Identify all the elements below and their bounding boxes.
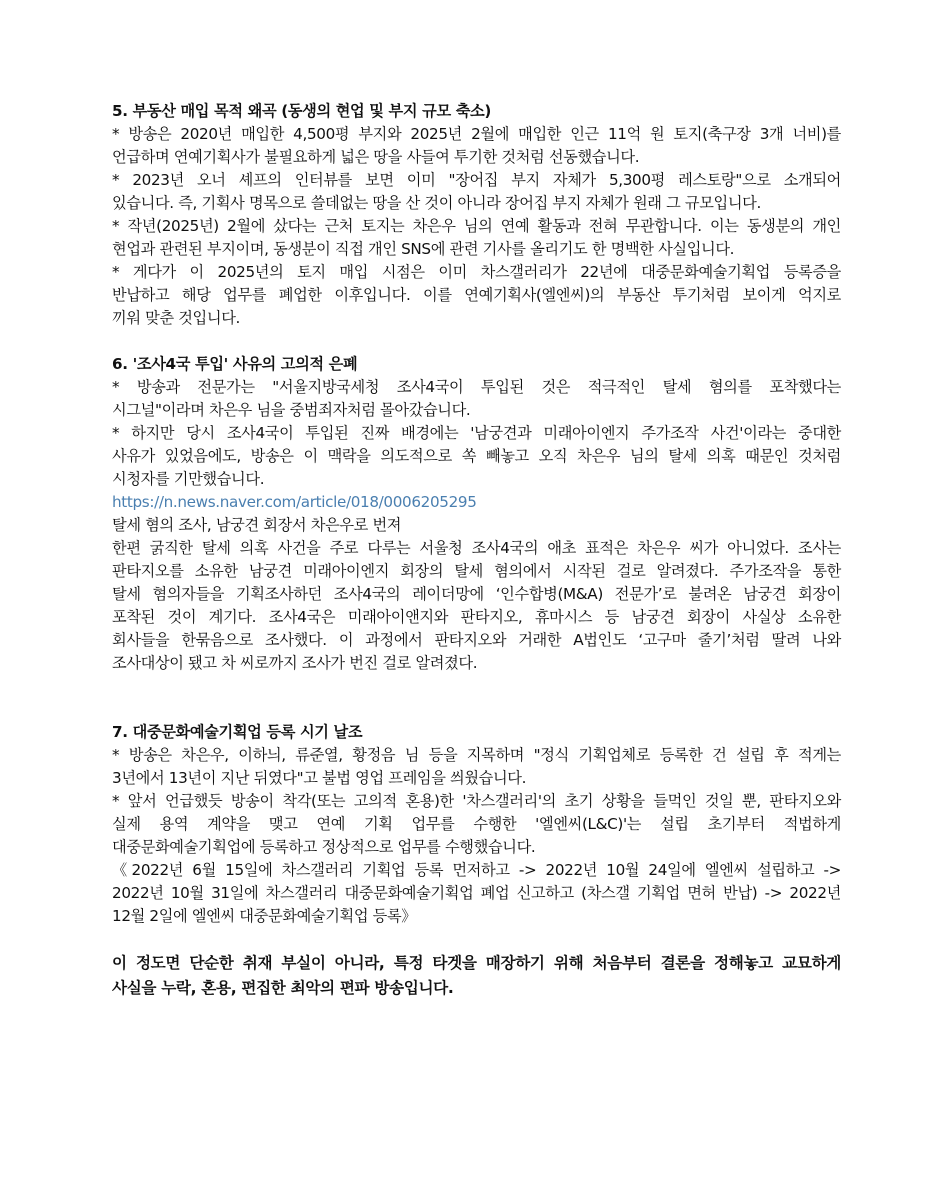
- section-7-heading: 7. 대중문화예술기획업 등록 시기 날조: [112, 723, 363, 741]
- section-6-line: 시청자를 기만했습니다.: [112, 470, 265, 488]
- section-6-line: * 방송과 전문가는 "서울지방국세청 조사4국이 투입된 것은 적극적인 탈세 혐의를 포착했다는: [112, 378, 841, 396]
- section-7-line: 3년에서 13년이 지난 뒤였다"고 불법 영업 프레임을 씌웠습니다.: [112, 769, 527, 787]
- article-line: 탈세 혐의자들을 기획조사하던 조사4국의 레이더망에 ‘인수합병(M&A) 전문가’로 불려온 남궁견 회장이: [112, 585, 841, 603]
- section-7-line: 2022년 10월 31일에 차스갤러리 대중문화예술기획업 폐업 신고하고 (차스갤 기획업 면허 반납) -> 2022년: [112, 884, 841, 902]
- article-line: 판타지오를 소유한 남궁견 미래아이엔지 회장의 탈세 혐의에서 시작된 걸로 알려졌다. 주가조작을 통한: [112, 562, 841, 580]
- section-5-heading: 5. 부동산 매입 목적 왜곡 (동생의 현업 및 부지 규모 축소): [112, 102, 491, 120]
- article-link[interactable]: https://n.news.naver.com/article/018/0006205295: [112, 493, 477, 511]
- article-line: 포착된 것이 계기다. 조사4국은 미래아이앤지와 판타지오, 휴마시스 등 남궁견 회장이 사실상 소유한: [112, 608, 841, 626]
- section-6-line: * 하지만 당시 조사4국이 투입된 진짜 배경에는 '남궁견과 미래아이엔지 주가조작 사건'이라는 중대한: [112, 424, 841, 442]
- section-5-line: 끼워 맞춘 것입니다.: [112, 309, 241, 327]
- section-7-line: * 앞서 언급했듯 방송이 착각(또는 고의적 혼용)한 '차스갤러리'의 초기 상황을 들먹인 것일 뿐, 판타지오와: [112, 792, 841, 810]
- section-5-line: * 게다가 이 2025년의 토지 매입 시점은 이미 차스갤러리가 22년에 대중문화예술기획업 등록증을: [112, 263, 841, 281]
- conclusion-line: 사실을 누락, 혼용, 편집한 최악의 편파 방송입니다.: [112, 979, 454, 997]
- article-title: 탈세 혐의 조사, 남궁견 회장서 차은우로 번져: [112, 516, 402, 534]
- section-5-line: * 작년(2025년) 2월에 샀다는 근처 토지는 차은우 님의 연예 활동과 전혀 무관합니다. 이는 동생분의 개인: [112, 217, 841, 235]
- section-5-line: * 2023년 오너 셰프의 인터뷰를 보면 이미 "장어집 부지 자체가 5,300평 레스토랑"으로 소개되어: [112, 171, 841, 189]
- section-6-heading: 6. '조사4국 투입' 사유의 고의적 은폐: [112, 355, 358, 373]
- section-6-line: 시그널"이라며 차은우 님을 중범죄자처럼 몰아갔습니다.: [112, 401, 471, 419]
- section-5-line: 현업과 관련된 부지이며, 동생분이 직접 개인 SNS에 관련 기사를 올리기도 한 명백한 사실입니다.: [112, 240, 735, 258]
- article-line: 조사대상이 됐고 차 씨로까지 조사가 번진 걸로 알려졌다.: [112, 654, 478, 672]
- section-5-line: 있습니다. 즉, 기획사 명목으로 쓸데없는 땅을 산 것이 아니라 장어집 부지 자체가 원래 그 규모입니다.: [112, 194, 761, 212]
- conclusion-line: 이 정도면 단순한 취재 부실이 아니라, 특정 타겟을 매장하기 위해 처음부터 결론을 정해놓고 교묘하게: [112, 954, 841, 972]
- section-7-line: * 방송은 차은우, 이하늬, 류준열, 황정음 님 등을 지목하며 "정식 기획업체로 등록한 건 설립 후 적게는: [112, 746, 841, 764]
- section-6-line: 사유가 있었음에도, 방송은 이 맥락을 의도적으로 쏙 빼놓고 오직 차은우 님의 탈세 의혹 때문인 것처럼: [112, 447, 841, 465]
- section-7-line: 실제 용역 계약을 맺고 연예 기획 업무를 수행한 '엘엔씨(L&C)'는 설립 초기부터 적법하게: [112, 815, 841, 833]
- section-5-line: * 방송은 2020년 매입한 4,500평 부지와 2025년 2월에 매입한 인근 11억 원 토지(축구장 3개 너비)를: [112, 125, 841, 143]
- article-line: 회사들을 한묶음으로 조사했다. 이 과정에서 판타지오와 거래한 A법인도 ‘고구마 줄기’처럼 딸려 나와: [112, 631, 841, 649]
- section-7-line: 《2022년 6월 15일에 차스갤러리 기획업 등록 먼저하고 -> 2022년 10월 24일에 엘엔씨 설립하고 ->: [112, 861, 841, 879]
- section-5-line: 언급하며 연예기획사가 불필요하게 넓은 땅을 사들여 투기한 것처럼 선동했습니다.: [112, 148, 640, 166]
- article-line: 한편 굵직한 탈세 의혹 사건을 주로 다루는 서울청 조사4국의 애초 표적은 차은우 씨가 아니었다. 조사는: [112, 539, 841, 557]
- section-5-line: 반납하고 해당 업무를 폐업한 이후입니다. 이를 연예기획사(엘엔씨)의 부동산 투기처럼 보이게 억지로: [112, 286, 841, 304]
- section-7-line: 12월 2일에 엘엔씨 대중문화예술기획업 등록》: [112, 907, 417, 925]
- section-7-line: 대중문화예술기획업에 등록하고 정상적으로 업무를 수행했습니다.: [112, 838, 536, 856]
